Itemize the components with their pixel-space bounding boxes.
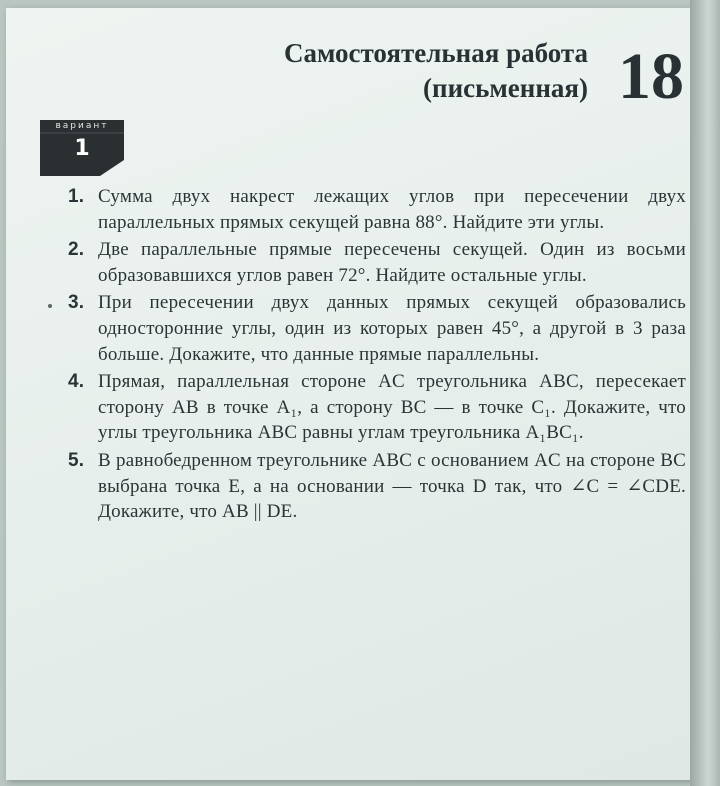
task-item xyxy=(68,290,686,367)
task-number: 1. xyxy=(68,186,85,207)
task-item xyxy=(68,369,686,446)
variant-label: вариант xyxy=(55,121,109,131)
task-text: Сумма двух накрест лежащих углов при пересечении двух параллельных прямых секущей равна 88°. Найдите эти углы. xyxy=(98,186,686,233)
title-line-1: Самостоятельная работа xyxy=(283,38,588,68)
worksheet-title xyxy=(188,36,588,106)
task-item xyxy=(68,448,686,525)
task-text: При пересечении двух данных прямых секущей образовались односторонние углы, один из которых равен 45°, а другой в 3 раза больше. Докажите, что данные прямые параллельны. xyxy=(98,292,686,365)
stray-dot xyxy=(48,304,52,308)
worksheet-number: 18 xyxy=(618,40,684,113)
task-item xyxy=(68,184,686,235)
task-text: Две параллельные прямые пересечены секущей. Один из восьми образовавшихся углов равен 72°. Найдите остальные углы. xyxy=(98,239,686,286)
task-list xyxy=(68,184,686,527)
task-number: 2. xyxy=(68,239,85,261)
task-text: В равнобедренном треугольнике ABC с основанием AC на стороне BC выбрана точка E, а на основании — точка D так, что ∠C = ∠CDE. Докажите, что AB || DE. xyxy=(98,449,686,523)
task-number: 3. xyxy=(68,292,85,314)
title-line-2: (письменная) xyxy=(423,73,588,103)
task-number: 5. xyxy=(68,449,85,471)
worksheet-page xyxy=(6,8,706,780)
task-text: Прямая, параллельная стороне AC треугольника ABC, пересекает сторону AB в точке A₁, а сторону BC — в точке C₁. Докажите, что углы треугольника ABC равны углам треугольника A₁BC₁. xyxy=(98,371,686,444)
variant-badge xyxy=(40,120,124,176)
task-item xyxy=(68,237,686,288)
page-edge xyxy=(690,0,720,786)
variant-number: 1 xyxy=(74,136,90,161)
task-number: 4. xyxy=(68,371,85,393)
